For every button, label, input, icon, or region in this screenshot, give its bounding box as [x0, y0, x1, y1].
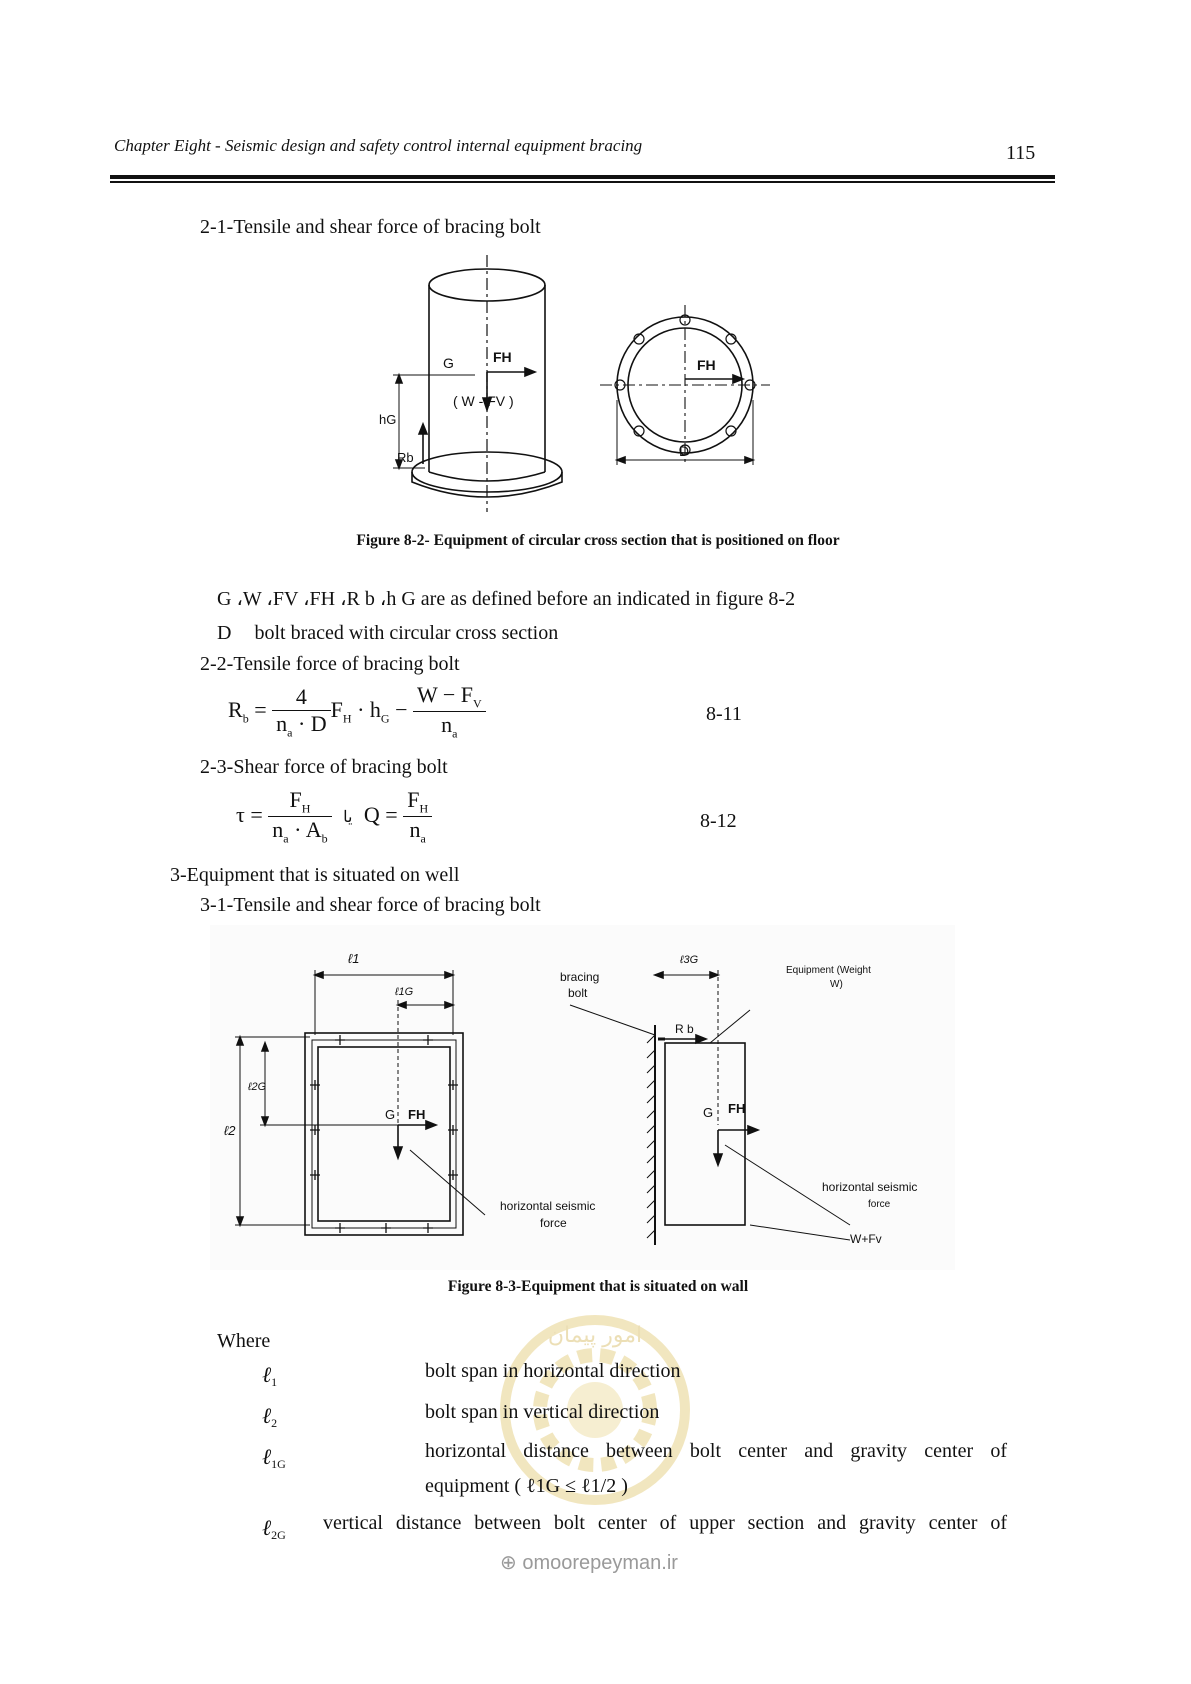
defs-text: are as defined before an indicated in figure 8-2: [420, 588, 796, 610]
eq-connector: یا: [343, 808, 353, 826]
fig83-side-g: G: [703, 1105, 714, 1120]
defs-line: [217, 586, 795, 611]
fh-arrow-head: [525, 368, 535, 376]
section-2-3-heading: 2-3-Shear force of bracing bolt: [200, 756, 448, 778]
fig82-label-g: G: [443, 355, 454, 371]
d-line: [217, 622, 558, 645]
fig82-label-d: D: [679, 443, 690, 459]
figure-8-3-caption: Figure 8-3-Equipment that is situated on wall: [447, 1278, 749, 1295]
fig82-plan-fh: FH: [697, 357, 716, 373]
section-2-2-heading: 2-2-Tensile force of bracing bolt: [200, 653, 460, 675]
def-l2: ℓ$_2$: [262, 1403, 278, 1431]
fig83-label-l1: ℓ1: [348, 951, 360, 966]
fig83-label-fh: FH: [408, 1107, 426, 1122]
fig83-side-fh: FH: [728, 1101, 746, 1116]
def-l1g: ℓ$_{1G}$: [262, 1444, 286, 1472]
fig83-label-l1g: ℓ1G: [395, 986, 414, 998]
fig83-label-hsf-left: horizontal seismic: [500, 1199, 596, 1213]
fig83-label-l3g: ℓ3G: [680, 954, 699, 966]
def-l2g: ℓ$_{2G}$: [262, 1515, 286, 1543]
fig83-label-l2g: ℓ2G: [248, 1081, 267, 1093]
running-header: Chapter Eight - Seismic design and safety control internal equipment bracing: [114, 136, 643, 155]
fig83-label-bracing: bracing: [560, 970, 600, 984]
def-l2-text: bolt span in vertical direction: [425, 1401, 660, 1423]
equation-8-11: $R_b$ = $\frac{4}{n_a \cdot D}$ $F_H \cdot h_G$ − $\frac{W - F_V}{n_a}$: [228, 682, 486, 742]
d-symbol: D: [217, 622, 232, 644]
header-rule-thin: [110, 181, 1055, 183]
watermark-globe-icon: ⊕: [500, 1552, 517, 1574]
svg-text:force: force: [868, 1199, 891, 1210]
fig83-label-l2: ℓ2: [224, 1123, 236, 1138]
figure-8-3-diagram: [210, 925, 955, 1270]
defs-symbols: G ،W ،FV ،FH ،R b ،h G: [217, 588, 416, 610]
def-l1g-text: horizontal distance between bolt center and gravity center of: [425, 1440, 1007, 1462]
svg-text:force: force: [540, 1216, 567, 1230]
equation-8-12: τ = $\frac{F_H}{n_a \cdot A_b}$ یا Q = $\frac{F_H}{n_a}$: [236, 787, 432, 847]
header-rule-thick: [110, 175, 1055, 179]
eq-8-12-number: 8-12: [700, 810, 737, 832]
figure-8-2-diagram: [375, 250, 795, 520]
d-text: bolt braced with circular cross section: [254, 622, 559, 644]
fig83-label-equipment: Equipment (Weight: [786, 965, 871, 976]
section-2-1-heading: 2-1-Tensile and shear force of bracing bolt: [200, 216, 541, 238]
fig83-label-hsf-right: horizontal seismic: [822, 1180, 918, 1194]
watermark-text: ⊕ omoorepeyman.ir: [500, 1552, 678, 1574]
fig82-label-wfv: ( W - FV ): [453, 393, 514, 409]
fig82-label-fh: FH: [493, 349, 512, 365]
def-l1g-text-2: equipment ( ℓ1G ≤ ℓ1/2 ): [425, 1475, 628, 1497]
section-3-1-heading: 3-1-Tensile and shear force of bracing bolt: [200, 894, 541, 916]
svg-text:W): W): [830, 979, 843, 990]
fig83-label-wfv: W+Fv: [850, 1232, 882, 1246]
fig83-label-g: G: [385, 1107, 396, 1122]
where-label: Where: [217, 1330, 271, 1352]
eq-8-11-number: 8-11: [706, 703, 742, 725]
def-l1-text: bolt span in horizontal direction: [425, 1360, 681, 1382]
def-l2g-text: vertical distance between bolt center of upper section and gravity center of: [323, 1512, 1007, 1534]
fig82-label-hg: hG: [379, 412, 397, 427]
page-number: 115: [1006, 142, 1036, 164]
fig82-label-rb: Rb: [397, 450, 414, 465]
watermark-logo-text: امور پیمان: [547, 1322, 643, 1347]
fig83-label-rb: R b: [675, 1022, 694, 1036]
section-3-heading: 3-Equipment that is situated on well: [170, 864, 460, 886]
figure-8-2-caption: Figure 8-2- Equipment of circular cross section that is positioned on floor: [356, 532, 840, 549]
def-l1: ℓ$_1$: [262, 1362, 278, 1390]
svg-text:bolt: bolt: [568, 986, 588, 1000]
